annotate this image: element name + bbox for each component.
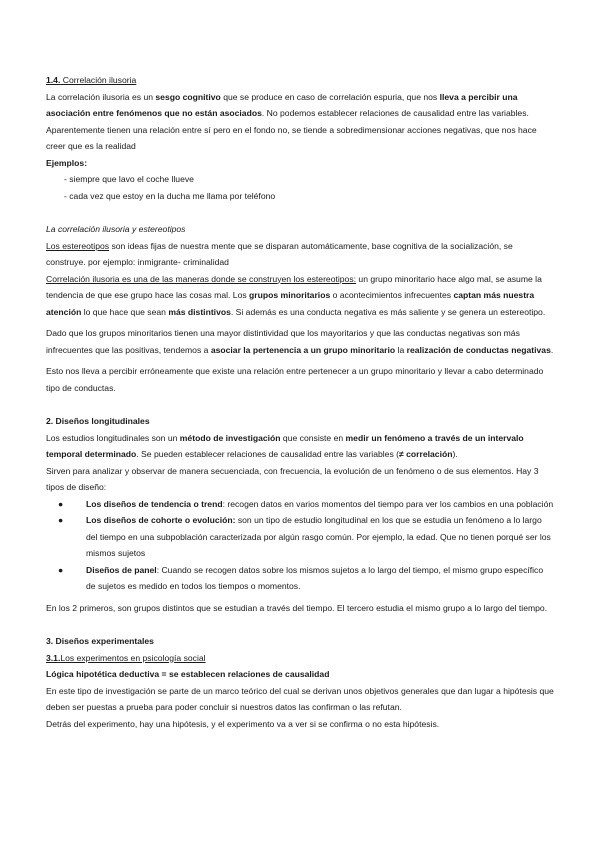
paragraph <box>46 238 554 271</box>
text: . Si además es una conducta negativa es más saliente y se genera un estereotipo. <box>230 306 546 317</box>
list-item <box>46 512 554 562</box>
list-item: - cada vez que estoy en la ducha me llama por teléfono <box>64 188 554 205</box>
bold-text: método de investigación <box>179 432 281 443</box>
bold-text: captan más nuestra atención <box>46 290 535 317</box>
section-title: Correlación ilusoria <box>60 75 137 85</box>
bullet-icon: ● <box>58 564 64 575</box>
bold-text: Diseños de panel <box>86 564 157 575</box>
text: o acontecimientos infrecuentes <box>330 290 454 300</box>
text: . <box>550 344 554 355</box>
paragraph <box>46 325 554 358</box>
design-types-list <box>46 496 554 595</box>
bold-text: Los diseños de tendencia o trend <box>86 498 223 509</box>
bold-text: sesgo cognitivo <box>155 91 221 102</box>
subsection-title: Los experimentos en psicología social <box>60 652 206 663</box>
bold-text: medir un fenómeno a través de un intervalo temporal determinado <box>46 432 524 459</box>
bold-text: grupos minoritarios <box>249 290 331 300</box>
paragraph: Detrás del experimento, hay una hipótesis, y el experimento va a ver si se confirma o no esta hipótesis. <box>46 718 440 729</box>
text: un grupo minoritario hace algo mal, se asume la tendencia de que ese grupo hace las cosas mal. Los <box>46 273 542 300</box>
bullet-icon: ● <box>58 498 64 509</box>
section-3-heading: 3. Diseños experimentales <box>46 636 154 646</box>
text: la <box>395 344 407 355</box>
list-item: - siempre que lavo el coche llueve <box>64 171 554 188</box>
text: Dado que los grupos minoritarios tienen una mayor distintividad que los mayoritarios y que las conductas negativas son más infrecuentes que las positivas, tendemos a <box>46 328 520 355</box>
ejemplos-list <box>46 171 554 204</box>
paragraph <box>46 89 554 155</box>
text: . Se pueden establecer relaciones de causalidad entre las variables ( <box>136 449 400 459</box>
bold-text: más distintivos <box>168 306 231 317</box>
underlined-text: Correlación ilusoria es una de las maneras donde se construyen los estereotipos: <box>46 273 357 284</box>
bold-text: lleva a percibir una asociación entre fenómenos que no están asociados <box>46 91 518 118</box>
text: Los estudios longitudinales son un <box>46 432 180 443</box>
paragraph: Sirven para analizar y observar de manera secuenciada, con frecuencia, la evolución de un fenómeno o de sus elementos. Hay 3 tipos de diseño: <box>46 465 539 492</box>
section-1-4-heading <box>46 72 554 89</box>
list-item <box>46 496 554 513</box>
text: . No podemos establecer relaciones de causalidad entre las variables. Aparentemente tienen una relación entre sí pero en el fondo no, se tiende a sobredimensionar acciones negativas, que nos hace creer que es la realidad <box>46 108 537 151</box>
paragraph <box>46 271 554 321</box>
text: : recogen datos en varios momentos del tiempo para ver los cambios en una población <box>222 498 554 509</box>
paragraph: En los 2 primeros, son grupos distintos que se estudian a través del tiempo. El tercero estudia el mismo grupo a lo largo del tiempo. <box>46 602 548 613</box>
bold-text: Los diseños de cohorte o evolución: <box>86 515 236 525</box>
text: : Cuando se recogen datos sobre los mismos sujetos a lo largo del tiempo, el mismo grupo específico de sujetos es medido en todos los tiempos o momentos. <box>86 564 544 591</box>
section-2-heading: 2. Diseños longitudinales <box>46 416 150 426</box>
text: que consiste en <box>280 432 346 443</box>
text: que se produce en caso de correlación espuria, que nos <box>220 91 440 102</box>
paragraph <box>46 430 554 463</box>
ejemplos-label: Ejemplos: <box>46 157 88 168</box>
text: ). <box>452 449 458 459</box>
subsection-3-1-heading <box>46 650 554 667</box>
section-number: 1.4. <box>46 75 61 85</box>
paragraph: Esto nos lleva a percibir erróneamente que existe una relación entre pertenecer a un grupo minoritario y llevar a cabo determinado tipo de conductas. <box>46 366 544 393</box>
subsection-title: La correlación ilusoria y estereotipos <box>46 224 186 234</box>
bold-text: ≠ correlación <box>399 449 453 459</box>
bullet-icon: ● <box>58 515 64 525</box>
text: son un tipo de estudio longitudinal en los que se estudia un fenómeno a lo largo del tiempo en una subpoblación caracterizada por algún rasgo común. Por ejemplo, la edad. Que no tienen porqué ser los mismos sujetos <box>86 515 551 558</box>
logic-statement: Lógica hipotética deductiva = se establecen relaciones de causalidad <box>46 669 330 679</box>
bold-text: realización de conductas negativas <box>406 344 551 355</box>
underlined-text: Los estereotipos <box>46 240 110 251</box>
text: son ideas fijas de nuestra mente que se disparan automáticamente, base cognitiva de la socialización, se construye. por ejemplo: inmigrante- criminalidad <box>46 240 513 267</box>
text: lo que hace que sean <box>81 306 169 317</box>
text: La correlación ilusoria es un <box>46 91 156 102</box>
list-item <box>46 562 554 595</box>
subsection-number: 3.1. <box>46 652 61 663</box>
bold-text: asociar la pertenencia a un grupo minoritario <box>210 344 396 355</box>
paragraph: En este tipo de investigación se parte de un marco teórico del cual se derivan unos objetivos generales que dan lugar a hipótesis que deben ser puestas a prueba para poder concluir si nuestros datos las confirman o las refutan. <box>46 685 554 712</box>
